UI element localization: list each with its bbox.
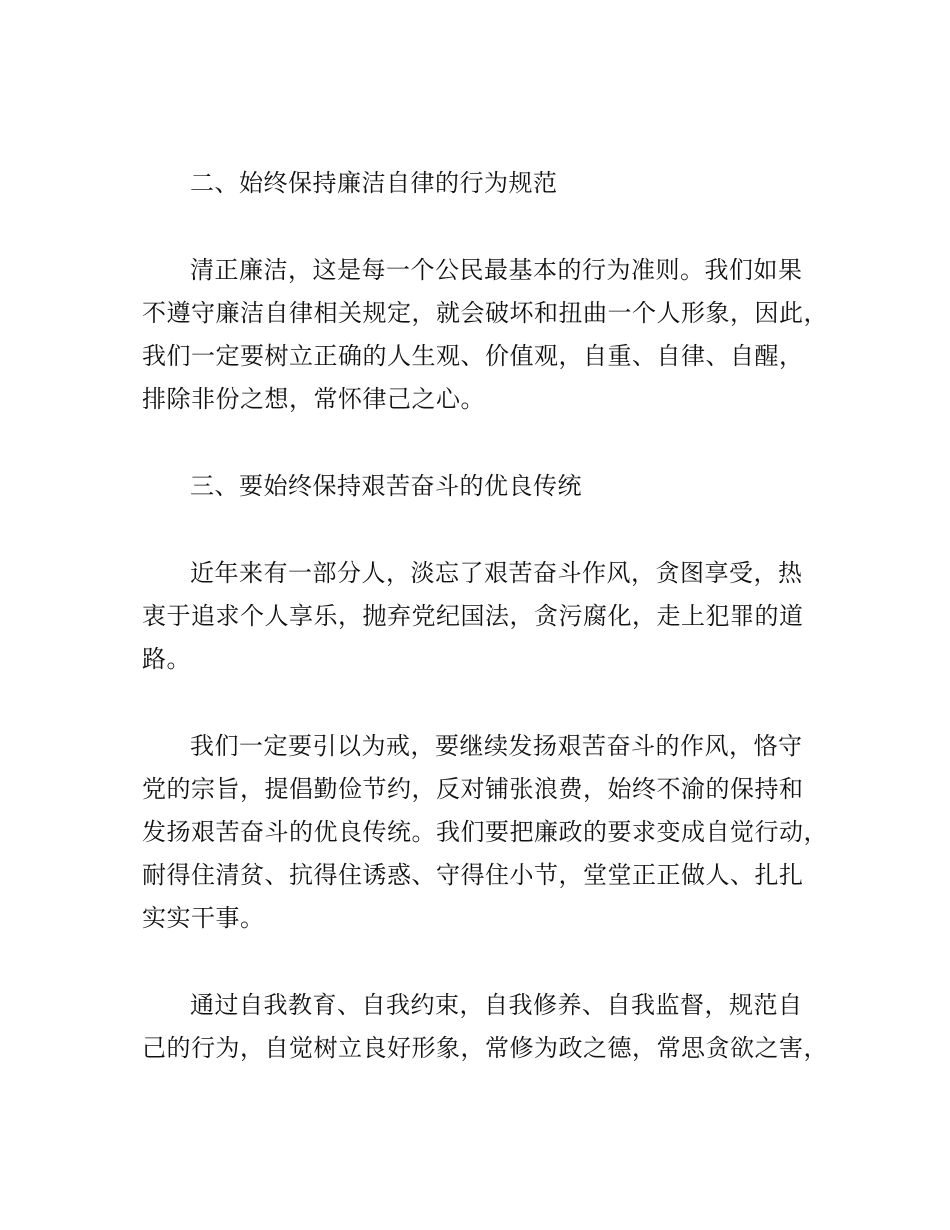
paragraph-line: 路。	[142, 645, 191, 673]
paragraph-line: 衷于追求个人享乐，抛弃党纪国法，贪污腐化，走上犯罪的道	[142, 602, 804, 630]
paragraph-line: 耐得住清贫、抗得住诱惑、守得住小节，堂堂正正做人、扎扎	[142, 861, 804, 889]
paragraph-line: 实实干事。	[142, 904, 265, 932]
paragraph-line: 近年来有一部分人，淡忘了艰苦奋斗作风，贪图享受，热	[190, 559, 803, 587]
paragraph-line: 党的宗旨，提倡勤俭节约，反对铺张浪费，始终不渝的保持和	[142, 775, 804, 803]
paragraph-line: 排除非份之想，常怀律己之心。	[142, 385, 485, 413]
paragraph-line: 不遵守廉洁自律相关规定，就会破坏和扭曲一个人形象，因此，	[142, 299, 828, 327]
paragraph-line: 清正廉洁，这是每一个公民最基本的行为准则。我们如果	[190, 256, 803, 284]
paragraph-line: 己的行为，自觉树立良好形象，常修为政之德，常思贪欲之害，	[142, 1034, 828, 1062]
paragraph-line: 我们一定要树立正确的人生观、价值观，自重、自律、自醒，	[142, 342, 804, 370]
heading-section-three: 三、要始终保持艰苦奋斗的优良传统	[190, 472, 582, 500]
paragraph-line: 发扬艰苦奋斗的优良传统。我们要把廉政的要求变成自觉行动，	[142, 818, 828, 846]
heading-section-two: 二、始终保持廉洁自律的行为规范	[190, 169, 558, 197]
paragraph-line: 通过自我教育、自我约束，自我修养、自我监督，规范自	[190, 991, 803, 1019]
paragraph-line: 我们一定要引以为戒，要继续发扬艰苦奋斗的作风，恪守	[190, 732, 803, 760]
